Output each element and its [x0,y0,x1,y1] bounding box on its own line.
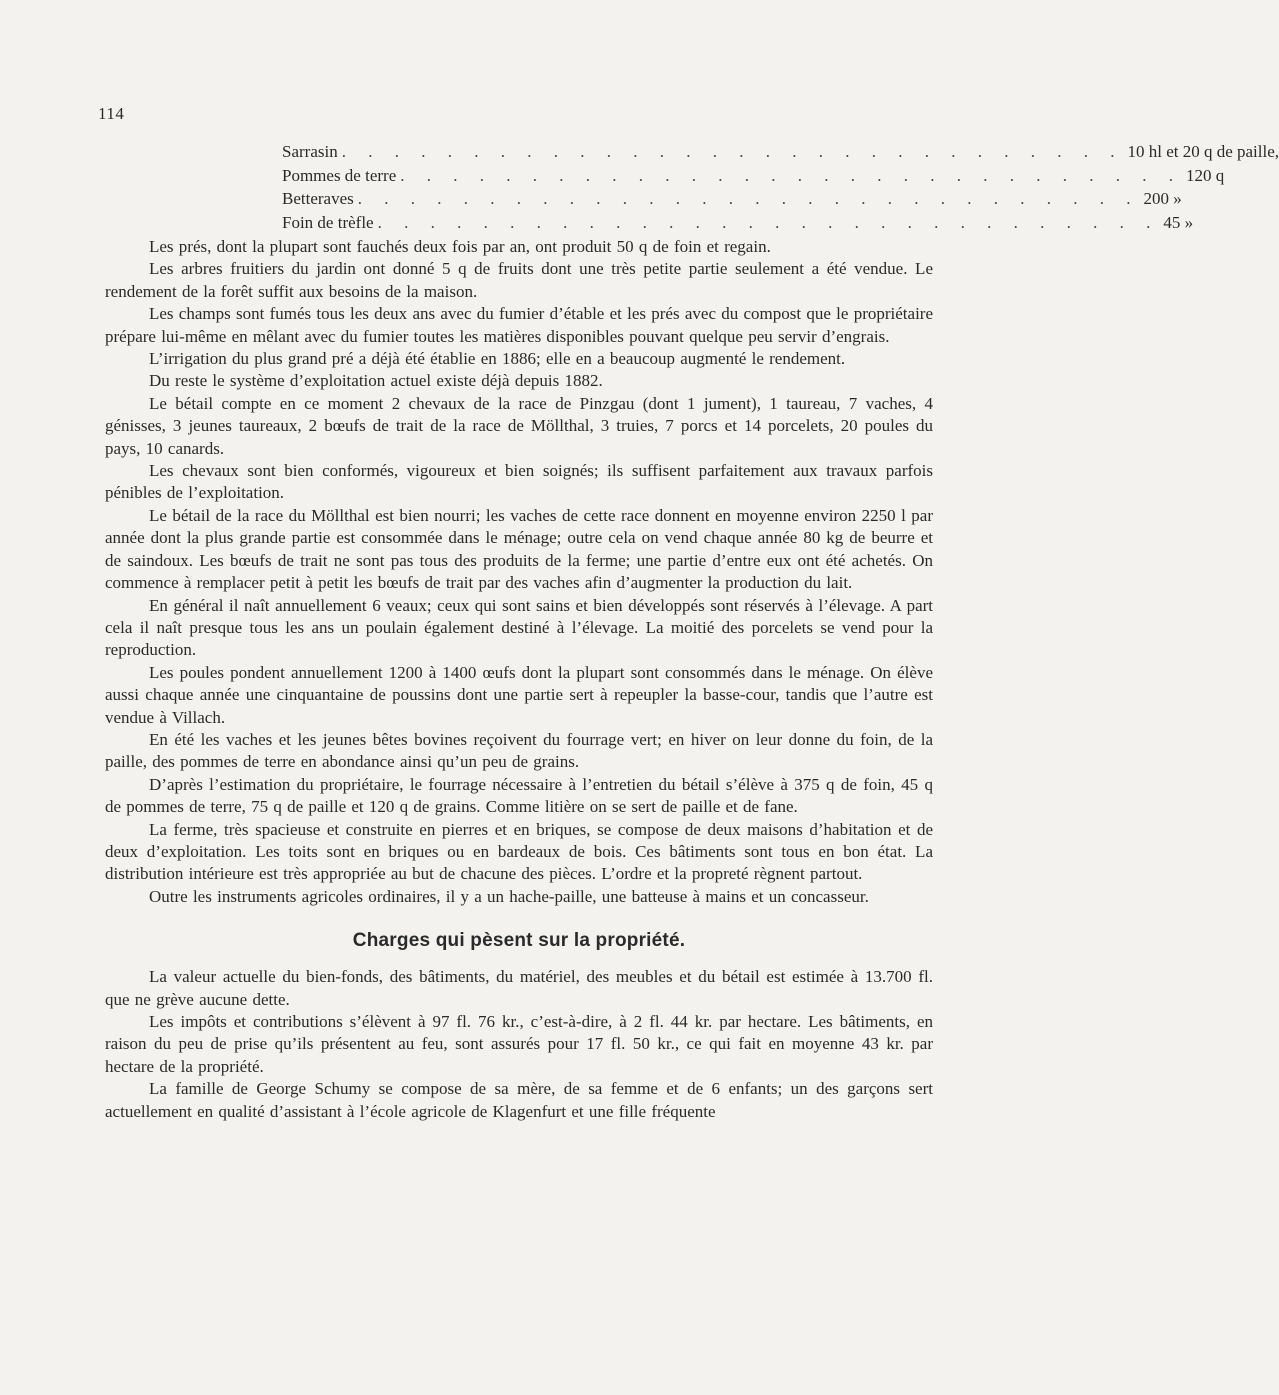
paragraph: En général il naît annuellement 6 veaux; ceux qui sont sains et bien développés sont réservés à l’élevage. A part cela il naît presque tous les ans un poulain également destiné à l’élevage. La moitié des porcelets se vend pour la reproduction. [105,595,933,660]
paragraph: Les arbres fruitiers du jardin ont donné 5 q de fruits dont une très petite partie seulement a été vendue. Le rendement de la forêt suffit aux besoins de la maison. [105,259,933,301]
paragraph: Les prés, dont la plupart sont fauchés deux fois par an, ont produit 50 q de foin et regain. [149,237,771,256]
dot-leader: . . . . . . . . . . . . . . . . . . . . . . . . . . . . . . [357,189,1140,208]
yield-value: 200 » [1143,189,1182,208]
dot-leader: . . . . . . . . . . . . . . . . . . . . . . . . . . . . . . [400,165,1182,185]
paragraph: Du reste le système d’exploitation actuel existe déjà depuis 1882. [149,371,603,391]
paragraph: L’irrigation du plus grand pré a déjà été établie en 1886; elle en a beaucoup augmenté le rendement. [149,349,846,369]
yield-row [282,164,1225,188]
body-text [105,236,933,1123]
yield-value: 10 hl et 20 q de paille, [1127,142,1279,161]
paragraph: En été les vaches et les jeunes bêtes bovines reçoivent du fourrage vert; en hiver on leur donne du foin, de la paille, des pommes de terre en abondance ainsi qu’un peu de grains. [105,729,933,772]
yield-label: Foin de trèfle [282,212,374,232]
yield-row [282,140,1279,164]
paragraph: La famille de George Schumy se compose de sa mère, de sa femme et de 6 enfants; un des garçons sert actuellement en qualité d’assistant à l’école agricole de Klagenfurt et une fille fréquente [105,1079,933,1121]
paragraph: Le bétail de la race du Möllthal est bien nourri; les vaches de cette race donnent en moyenne environ 2250 l par année dont la plus grande partie est consommée dans le ménage; outre cela on vend chaque année 80 kg de beurre et de saindoux. Les bœufs de trait ne sont pas tous des produits de la ferme; une partie d’entre eux ont été achetés. On commence à remplacer petit à petit les bœufs de trait par des vaches afin d’augmenter la production du lait. [105,505,933,593]
paragraph: Les champs sont fumés tous les deux ans avec du fumier d’étable et les prés avec du compost que le propriétaire prépare lui-même en mêlant avec du fumier toutes les matières disponibles pouvant quelque peu servir d’engrais. [105,304,933,346]
paragraph: Les impôts et contributions s’élèvent à 97 fl. 76 kr., c’est-à-dire, à 2 fl. 44 kr. par hectare. Les bâtiments, en raison du peu de prise qu’ils présentent au feu, sont assurés pour 17 fl. 50 kr., ce qui fait en moyenne 43 kr. par hectare de la propriété. [105,1012,933,1076]
dot-leader: . . . . . . . . . . . . . . . . . . . . . . . . . . . . . . [341,142,1124,161]
yield-row [282,211,1194,235]
paragraph: Les poules pondent annuellement 1200 à 1400 œufs dont la plupart sont consommés dans le ménage. On élève aussi chaque année une cinquantaine de poussins dont une partie sert à repeupler la basse-cour, tandis que l’autre est vendue à Villach. [105,662,933,727]
yield-value: 120 q [1186,165,1225,185]
paragraph: La ferme, très spacieuse et construite en pierres et en briques, se compose de deux maisons d’habitation et de deux d’exploitation. Les toits sont en briques ou en bardeaux de bois. Ces bâtiments sont tous en bon état. La distribution intérieure est très appropriée au but de chacune des pièces. L’ordre et la propreté règnent partout. [105,819,933,884]
paragraph: Outre les instruments agricoles ordinaires, il y a un hache-paille, une batteuse à mains et un concasseur. [149,886,869,906]
yield-label: Sarrasin [282,142,338,161]
paragraph: Le bétail compte en ce moment 2 chevaux de la race de Pinzgau (dont 1 jument), 1 taureau, 7 vaches, 4 génisses, 3 jeunes taureaux, 2 bœufs de trait de la race de Möllthal, 3 truies, 7 porcs et 14 porcelets, 20 poules du pays, 10 canards. [105,393,933,458]
yield-row [282,187,1182,211]
yield-label: Betteraves [282,189,354,208]
paragraph: Les chevaux sont bien conformés, vigoureux et bien soignés; ils suffisent parfaitement aux travaux parfois pénibles de l’exploitation. [105,461,933,503]
yield-label: Pommes de terre [282,165,397,185]
section-heading: Charges qui pèsent sur la propriété. [352,930,686,952]
yield-table [282,140,1279,234]
paragraph: D’après l’estimation du propriétaire, le fourrage nécessaire à l’entretien du bétail s’élève à 375 q de foin, 45 q de pommes de terre, 75 q de paille et 120 q de grains. Comme litière on se sert de paille et de fane. [105,774,933,817]
dot-leader: . . . . . . . . . . . . . . . . . . . . . . . . . . . . . . [377,212,1160,232]
paragraph: La valeur actuelle du bien-fonds, des bâtiments, du matériel, des meubles et du bétail est estimée à 13.700 fl. que ne grève aucune dette. [105,967,933,1009]
page-number: 114 [98,104,125,123]
yield-value: 45 » [1163,212,1194,232]
